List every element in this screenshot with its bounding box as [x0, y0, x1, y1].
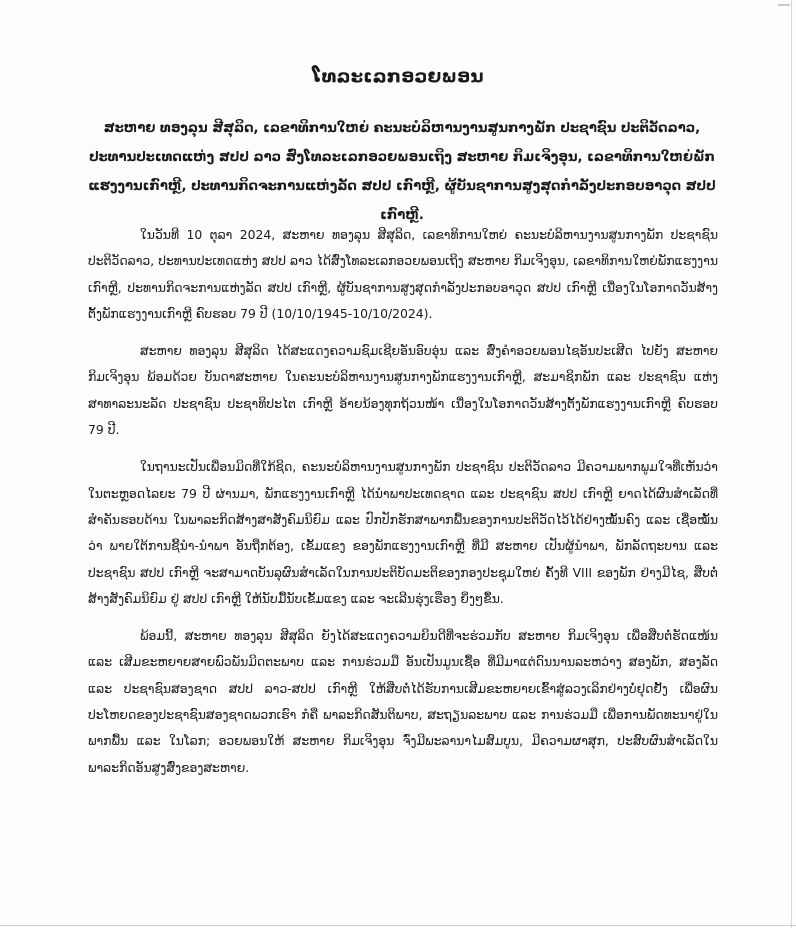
scan-corner-mark	[778, 4, 790, 6]
body-paragraph-2: ສະຫາຍ ທອງລຸນ ສີສຸລິດ ໄດ້ສະແດງຄວາມຊົມເຊີຍອັນອົບອຸ່ນ ແລະ ສົ່ງຄຳອວຍພອນໄຊອັນປະເສີດ ໄປຍັງ ສະຫາຍ ກິມເຈິງອຸນ ພ້ອມດ້ວຍ ບັນດາສະຫາຍ ໃນຄະນະບໍລິຫານງານສູນກາງພັກແຮງງານເກົາຫຼີ, ສະມາຊິກພັກ ແລະ ປະຊາຊົນ ແຫ່ງ ສາທາລະນະລັດ ປະຊາຊົນ ປະຊາທິປະໄຕ ເກົາຫຼີ ອ້າຍນ້ອງທຸກຖ້ວນໜ້າ ເນື່ອງໃນໂອກາດວັນສ້າງຕັ້ງພັກແຮງງານເກົາຫຼີ ຄົບຮອບ 79 ປີ.	[88, 343, 718, 438]
page-edge-bottom	[0, 925, 796, 926]
document-subtitle: ສະຫາຍ ທອງລຸນ ສີສຸລິດ, ເລຂາທິການໃຫຍ່ ຄະນະບໍລິຫານງານສູນກາງພັກ ປະຊາຊົນ ປະຕິວັດລາວ, ປະທານປະເທດແຫ່ງ ສປປ ລາວ ສົ່ງໂທລະເລກອວຍພອນເຖິງ ສະຫາຍ ກິມເຈິງອຸນ, ເລຂາທິການໃຫຍ່ພັກແຮງງານເກົາຫຼີ, ປະທານກິດຈະການແຫ່ງລັດ ສປປ ເກົາຫຼີ, ຜູ້ບັນຊາການສູງສຸດກຳລັງປະກອບອາວຸດ ສປປ ເກົາຫຼີ.	[88, 121, 716, 223]
body-paragraph-3: ໃນຖານະເປັນເພື່ອນມິດທີ່ໃກ້ຊິດ, ຄະນະບໍລິຫານງານສູນກາງພັກ ປະຊາຊົນ ປະຕິວັດລາວ ມີຄວາມພາກພູມໃຈທີ່ເຫັນວ່າ ໃນຕະຫຼອດໄລຍະ 79 ປີ ຜ່ານມາ, ພັກແຮງງານເກົາຫຼີ ໄດ້ນຳພາປະເທດຊາດ ແລະ ປະຊາຊົນ ສປປ ເກົາຫຼີ ຍາດໄດ້ຜົນສຳເລັດທີ່ສຳຄັນຮອບດ້ານ ໃນພາລະກິດສ້າງສາສັງຄົມນິຍົມ ແລະ ປົກປັກຮັກສາພາກພື້ນຂອງການປະຕິວັດໄວ້ໄດ້ຢ່າງໝັ້ນຄົງ ແລະ ເຊື່ອໝັ້ນວ່າ ພາຍໃຕ້ການຊີ້ນຳ-ນຳພາ ອັນຖືກຕ້ອງ, ເຂັ້ມແຂງ ຂອງພັກແຮງງານເກົາຫຼີ ທີ່ມີ ສະຫາຍ ເປັນຜູ້ນຳພາ, ພັກລັດຖະບານ ແລະ ປະຊາຊົນ ສປປ ເກົາຫຼີ ຈະສາມາດບັນລຸຜົນສຳເລັດໃນການປະຕິບັດມະຕິຂອງກອງປະຊຸມໃຫຍ່ ຄັ້ງທີ VIII ຂອງພັກ ຢ່າງມີໄຊ, ສືບຕໍ່ສ້າງສັງຄົມນິຍົມ ຢູ່ ສປປ ເກົາຫຼີ ໃຫ້ນັບມື້ນັບເຂັ້ມແຂງ ແລະ ຈະເລີນຮຸ່ງເຮືອງ ຍິ່ງໆຂຶ້ນ.	[88, 459, 718, 606]
document-title: ໂທລະເລກອວຍພອນ	[312, 66, 484, 87]
document-body	[88, 222, 718, 792]
body-paragraph-4: ພ້ອມນີ້, ສະຫາຍ ທອງລຸນ ສີສຸລິດ ຍັງໄດ້ສະແດງຄວາມຍິນດີທີ່ຈະຮ່ວມກັບ ສະຫາຍ ກິມເຈິງອຸນ ເພື່ອສືບຕໍ່ຮັດແໜ້ນ ແລະ ເສີມຂະຫຍາຍສາຍພົວພັນມິດຕະພາບ ແລະ ການຮ່ວມມື ອັນເປັນມູນເຊື້ອ ທີ່ມີມາແຕ່ດົນນານລະຫວ່າງ ສອງພັກ, ສອງລັດ ແລະ ປະຊາຊົນສອງຊາດ ສປປ ລາວ-ສປປ ເກົາຫຼີ ໃຫ້ສືບຕໍ່ໄດ້ຮັບການເສີມຂະຫຍາຍເຂົ້າສູ່ລວງເລິກຢ່າງບໍ່ຢຸດຢັ້ງ ເພື່ອຜົນປະໂຫຍດຂອງປະຊາຊົນສອງຊາດພວກເຮົາ ກໍຄື ພາລະກິດສັນຕິພາບ, ສະຖຽນລະພາບ ແລະ ການຮ່ວມມື ເພື່ອການພັດທະນາຢູ່ໃນພາກພື້ນ ແລະ ໃນໂລກ; ອວຍພອນໃຫ້ ສະຫາຍ ກິມເຈິງອຸນ ຈົ່ງມີພະລານາໄມສົມບູນ, ມີຄວາມຜາສຸກ, ປະສົບຜົນສຳເລັດໃນພາລະກິດອັນສູງສົ່ງຂອງສະຫາຍ.	[88, 628, 718, 775]
body-paragraph-1: ໃນວັນທີ 10 ຕຸລາ 2024, ສະຫາຍ ທອງລຸນ ສີສຸລິດ, ເລຂາທິການໃຫຍ່ ຄະນະບໍລິຫານງານສູນກາງພັກ ປະຊາຊົນ ປະຕິວັດລາວ, ປະທານປະເທດແຫ່ງ ສປປ ລາວ ໄດ້ສົ່ງໂທລະເລກອວຍພອນເຖິງ ສະຫາຍ ກິມເຈິງອຸນ, ເລຂາທິການໃຫຍ່ພັກແຮງງານເກົາຫຼີ, ປະທານກິດຈະການແຫ່ງລັດ ສປປ ເກົາຫຼີ, ຜູ້ບັນຊາການສູງສຸດກຳລັງປະກອບອາວຸດ ສປປ ເກົາຫຼີ ເນື່ອງໃນໂອກາດວັນສ້າງຕັ້ງພັກແຮງງານເກົາຫຼີ ຄົບຮອບ 79 ປີ (10/10/1945-10/10/2024).	[88, 227, 718, 321]
page-edge-right	[791, 0, 792, 928]
